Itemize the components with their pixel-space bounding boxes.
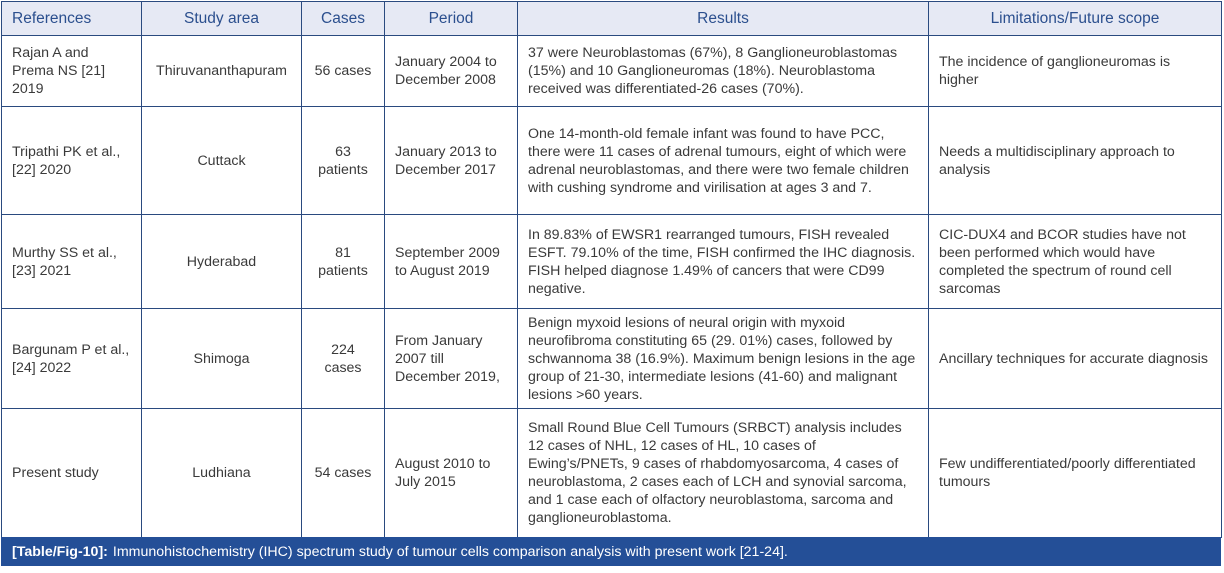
cell-results: Benign myxoid lesions of neural origin with myxoid neurofibroma constituting 65 (29. 01%) cases, followed by schwannoma 38 (16.9%). Maximum benign lesions in the age group of 21-30, intermediate lesions (41-60) and malignant lesions >60 years. [518,309,929,409]
cell-reference: Tripathi PK et al., [22] 2020 [2,107,142,215]
cell-limitations: CIC-DUX4 and BCOR studies have not been performed which would have completed the spectrum of round cell sarcomas [929,215,1222,309]
caption-label: [Table/Fig-10]: [12,543,108,560]
cell-period: From January 2007 till December 2019, [385,309,518,409]
cell-study-area: Ludhiana [142,409,302,538]
cell-cases: 63 patients [302,107,385,215]
cell-cases: 56 cases [302,36,385,107]
table-caption [1,537,1221,566]
header-study-area: Study area [142,2,302,36]
table-row [2,36,1222,107]
cell-cases: 54 cases [302,409,385,538]
cell-study-area: Shimoga [142,309,302,409]
header-period: Period [385,2,518,36]
table-row [2,215,1222,309]
cell-limitations: Ancillary techniques for accurate diagnosis [929,309,1222,409]
table-row [2,309,1222,409]
cell-results: Small Round Blue Cell Tumours (SRBCT) analysis includes 12 cases of NHL, 12 cases of HL, 10 cases of Ewing’s/PNETs, 9 cases of rhabdomyosarcoma, 4 cases of neuroblastoma, 2 cases each of LCH and synovial sarcoma, and 1 case each of olfactory neuroblastoma, sarcoma and ganglioneuroblastoma. [518,409,929,538]
cell-limitations: Needs a multidisciplinary approach to analysis [929,107,1222,215]
cell-study-area: Cuttack [142,107,302,215]
cell-period: August 2010 to July 2015 [385,409,518,538]
cell-results: 37 were Neuroblastomas (67%), 8 Ganglioneuroblastomas (15%) and 10 Ganglioneuromas (18%). Neuroblastoma received was differentiated-26 cases (70%). [518,36,929,107]
header-references: References [2,2,142,36]
cell-study-area: Thiruvananthapuram [142,36,302,107]
cell-period: September 2009 to August 2019 [385,215,518,309]
cell-period: January 2013 to December 2017 [385,107,518,215]
table-header-row [2,2,1222,36]
header-limitations: Limitations/Future scope [929,2,1222,36]
cell-study-area: Hyderabad [142,215,302,309]
comparison-table [1,1,1222,538]
cell-limitations: Few undifferentiated/poorly differentiated tumours [929,409,1222,538]
header-cases: Cases [302,2,385,36]
table-row [2,409,1222,538]
cell-reference: Bargunam P et al., [24] 2022 [2,309,142,409]
cell-limitations: The incidence of ganglioneuromas is higher [929,36,1222,107]
cell-period: January 2004 to December 2008 [385,36,518,107]
cell-cases: 81 patients [302,215,385,309]
caption-text: Immunohistochemistry (IHC) spectrum study of tumour cells comparison analysis with present work [21-24]. [112,543,788,560]
cell-results: One 14-month-old female infant was found to have PCC, there were 11 cases of adrenal tumours, eight of which were adrenal neuroblastomas, and there were two female children with cushing syndrome and virilisation at ages 3 and 7. [518,107,929,215]
cell-reference: Murthy SS et al., [23] 2021 [2,215,142,309]
cell-cases: 224 cases [302,309,385,409]
table-row [2,107,1222,215]
cell-results: In 89.83% of EWSR1 rearranged tumours, FISH revealed ESFT. 79.10% of the time, FISH confirmed the IHC diagnosis. FISH helped diagnose 1.49% of cancers that were CD99 negative. [518,215,929,309]
cell-reference: Rajan A and Prema NS [21] 2019 [2,36,142,107]
header-results: Results [518,2,929,36]
cell-reference: Present study [2,409,142,538]
